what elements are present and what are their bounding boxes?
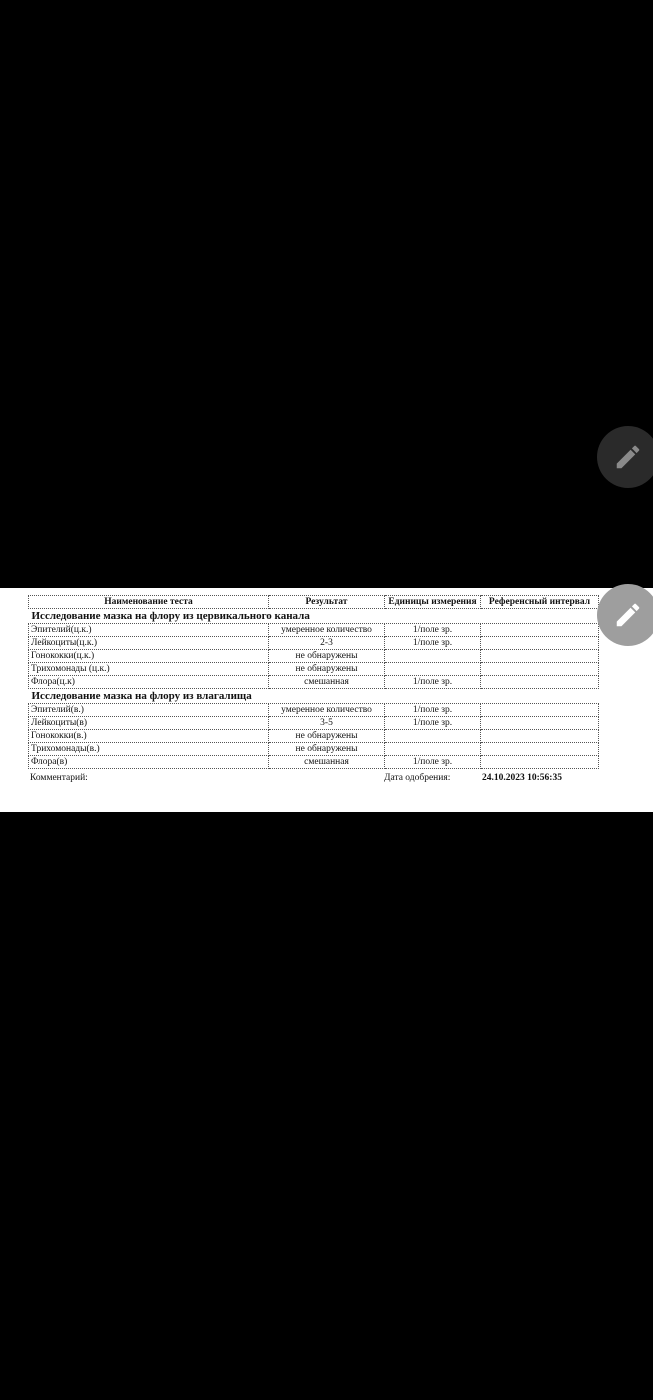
reference-cell: [481, 663, 599, 676]
header-result: Результат: [269, 596, 385, 609]
reference-cell: [481, 717, 599, 730]
approval-date-label: Дата одобрения:: [384, 773, 451, 783]
result-cell: смешанная: [269, 756, 385, 769]
reference-cell: [481, 624, 599, 637]
table-row: [29, 624, 599, 637]
test-name-cell: Трихомонады (ц.к.): [29, 663, 269, 676]
section-title: Исследование мазка на флору из влагалища: [29, 689, 599, 704]
document-page: [0, 588, 653, 812]
pencil-icon: [613, 600, 643, 630]
reference-cell: [481, 676, 599, 689]
table-row: [29, 756, 599, 769]
edit-button-floating[interactable]: [597, 584, 653, 646]
section-title: Исследование мазка на флору из цервикального канала: [29, 609, 599, 624]
table-row: [29, 730, 599, 743]
test-name-cell: Эпителий(в.): [29, 704, 269, 717]
result-cell: умеренное количество: [269, 704, 385, 717]
result-cell: не обнаружены: [269, 730, 385, 743]
table-row: [29, 663, 599, 676]
edit-button[interactable]: [597, 426, 653, 488]
table-row: [29, 717, 599, 730]
test-name-cell: Эпителий(ц.к.): [29, 624, 269, 637]
approval-date-value: 24.10.2023 10:56:35: [482, 773, 562, 783]
test-name-cell: Лейкоциты(ц.к.): [29, 637, 269, 650]
header-units: Единицы измерения: [385, 596, 481, 609]
result-cell: смешанная: [269, 676, 385, 689]
table-row: [29, 704, 599, 717]
reference-cell: [481, 704, 599, 717]
pencil-icon: [613, 442, 643, 472]
reference-cell: [481, 637, 599, 650]
unit-cell: [385, 743, 481, 756]
unit-cell: [385, 730, 481, 743]
result-cell: не обнаружены: [269, 663, 385, 676]
result-cell: не обнаружены: [269, 650, 385, 663]
result-cell: 3-5: [269, 717, 385, 730]
result-cell: не обнаружены: [269, 743, 385, 756]
reference-cell: [481, 756, 599, 769]
table-row: [29, 650, 599, 663]
reference-cell: [481, 743, 599, 756]
result-cell: умеренное количество: [269, 624, 385, 637]
results-table: [28, 595, 599, 769]
unit-cell: 1/поле зр.: [385, 717, 481, 730]
reference-cell: [481, 730, 599, 743]
test-name-cell: Флора(в): [29, 756, 269, 769]
test-name-cell: Гонококки(в.): [29, 730, 269, 743]
test-name-cell: Лейкоциты(в): [29, 717, 269, 730]
result-cell: 2-3: [269, 637, 385, 650]
unit-cell: [385, 650, 481, 663]
test-name-cell: Флора(ц.к): [29, 676, 269, 689]
unit-cell: 1/поле зр.: [385, 637, 481, 650]
table-row: [29, 676, 599, 689]
table-row: [29, 743, 599, 756]
header-reference: Референсный интервал: [481, 596, 599, 609]
unit-cell: 1/поле зр.: [385, 756, 481, 769]
table-row: [29, 637, 599, 650]
section-row: [29, 609, 599, 624]
table-header-row: [29, 596, 599, 609]
section-row: [29, 689, 599, 704]
test-name-cell: Гонококки(ц.к.): [29, 650, 269, 663]
unit-cell: 1/поле зр.: [385, 624, 481, 637]
unit-cell: [385, 663, 481, 676]
unit-cell: 1/поле зр.: [385, 676, 481, 689]
header-test-name: Наименование теста: [29, 596, 269, 609]
reference-cell: [481, 650, 599, 663]
comment-label: Комментарий:: [30, 773, 88, 783]
unit-cell: 1/поле зр.: [385, 704, 481, 717]
test-name-cell: Трихомонады(в.): [29, 743, 269, 756]
